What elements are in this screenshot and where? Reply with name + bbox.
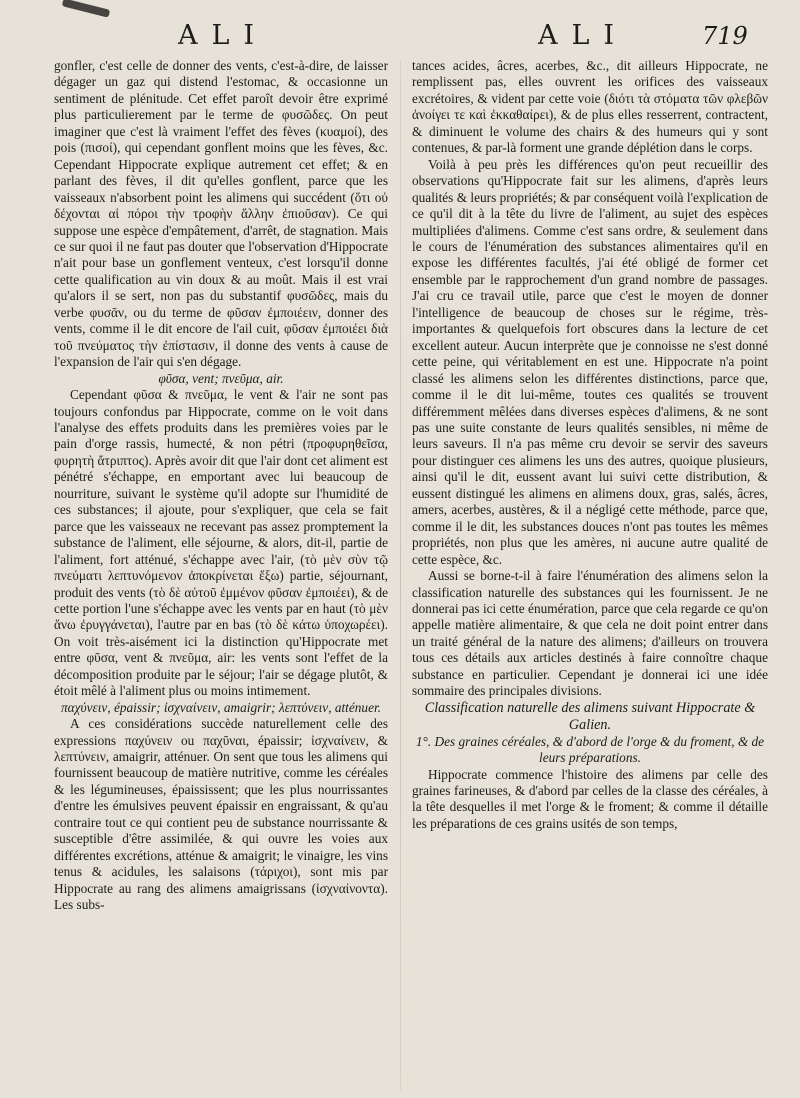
- column-gutter: [400, 60, 401, 1090]
- header-right-title: ALI: [538, 20, 629, 51]
- right-column: [412, 58, 768, 832]
- paragraph: gonfler, c'est celle de donner des vents, c'est-à-dire, de laisser dégager un gaz qui distend l'estomac, & occasionne un sentiment de plénitude. Cet effet paroît devoir être exprimé plus particulierement par le terme de φυσῶδες. On peut imaginer que c'est là vraiment l'effet des fèves (κυαμοί), des pois (πισοί), qui cependant gonflent moins que les fèves, &c. Cependant Hippocrate explique autrement cet effet; & en parlant des fèves, il dit qu'elles gonflent, parce que les vaisseaux n'absorbent point les alimens qui succédent (ὅτι οὐ δέχονται αἱ πόροι τὴν τροφὴν ἄλλην ἐπιοῦσαν). Ce qui suppose une espèce d'empâtement, d'arrêt, de stagnation. Mais ce sur quoi il ne faut pas douter que l'observation d'Hippocrate n'ait pour base un gonflement venteux, c'est lorsqu'il donne cette qualification au vin doux & au moût. Mais il est vrai qu'alors il se sert, non pas du substantif φυσῶδες, mais du verbe φυσᾶν, ou du terme de φῦσαν ἐμποιέειν, donner des vents, comme il le dit encore de l'ail cuit, φῦσαν ἐμποιέει διὰ τοῦ πνεύματος τὴν ἐπίστασιν, il donne des vents à cause de l'expansion de l'air qui s'en dégage.: [54, 58, 388, 370]
- section-heading: Classification naturelle des alimens suivant Hippocrate & Galien.: [424, 699, 756, 733]
- paragraph: Voilà à peu près les différences qu'on peut recueillir des observations qu'Hippocrate fait sur les alimens, d'après leurs qualités & leurs propriétés; & par conséquent voilà l'explication de ce qu'il dit à la tête du livre de l'aliment, au sujet des espèces multipliées d'alimens. Comme c'est sans ordre, & seulement dans le cours de l'énumération des substances alimentaires qu'il en expose les différentes facultés, j'ai été obligé de former cet ensemble par le rapprochement d'un grand nombre de passages. J'ai cru ce travail utile, parce que c'est le moyen de donner l'intelligence de beaucoup de choses sur le régime, très-importantes & quelquefois fort obscures dans la lecture de cet excellent auteur. Aucun interprète que je connoisse ne s'est donné cette peine, qui véritablement en est une. Hippocrate n'a point classé les alimens selon les différentes distinctions, parce que, comme il le dit lui-même, toutes ces qualités se trouvent différemment mêlées dans diverses espèces d'alimens, & ne sont pas une suite constante de leurs qualités sensibles, ni même de leurs saveurs. Il n'a pas même cru devoir se servir des saveurs pour distinguer ces alimens les uns des autres, quoique plusieurs, ainsi qu'il le dit, eussent avant lui suivi cette distribution, & eussent distingué les alimens en alimens doux, gras, salés, âcres, amers, acerbes, austères, & il a négligé cette méthode, parce que, comme il le dit, les substances douces n'ont pas toutes les mêmes propriétés, non plus que les amères, ni aucune autre qualité de cette espèce, &c.: [412, 156, 768, 567]
- page-number: 719: [702, 22, 748, 50]
- header-left-title: ALI: [178, 20, 269, 51]
- paragraph: tances acides, âcres, acerbes, &c., dit ailleurs Hippocrate, ne remplissent pas, elles ouvrent les orifices des vaisseaux excrétoires, & vident par cette voie (διότι τὰ στόματα τῶν φλεβῶν ἀνοίγει τε καὶ ἐκκαθαίρει), & de plus elles resserrent, contractent, & diminuent le volume des chairs & des humeurs qui y sont contenues, & par-là forment une grande déplétion dans le corps.: [412, 58, 768, 156]
- left-column: [54, 58, 388, 914]
- paragraph: A ces considérations succède naturellement celle des expressions παχύνειν ou παχῦναι, épaissir; ἰσχναίνειν, & λεπτύνειν, amaigrir, atténuer. On sent que tous les alimens qui fournissent beaucoup de matière nutritive, comme les céréales & les légumineuses, épaississent; que les plus nourrissantes d'entre les émulsives peuvent épaissir en engraissant, & qu'au contraire tout ce qui contient peu de substance nourrissante & susceptible d'être assimilée, & qui ouvre les voies aux différentes excrétions, atténue & amaigrit; le vinaigre, les vins tenus & acidules, les salaisons (τάριχοι), sont mis par Hippocrate au rang des alimens amaigrissans (ἰσχναίνοντα). Les subs-: [54, 716, 388, 913]
- paragraph: Hippocrate commence l'histoire des alimens par celle des graines farineuses, & d'abord par celles de la classe des céréales, à la tête desquelles il met l'orge & le froment; & comme il détaille les préparations de ces grains usités de son temps,: [412, 766, 768, 831]
- subsection-heading: 1°. Des graines céréales, & d'abord de l'orge & du froment, & de leurs préparations.: [415, 733, 765, 766]
- ink-smudge: [62, 0, 111, 18]
- paragraph: Aussi se borne-t-il à faire l'énumération des alimens selon la classification naturelle des substances qui les fournissent. Je ne donnerai pas ici cette énumération, parce que cela regarde ce qu'on appelle matière alimentaire, & que cela ne doit point entrer dans un traité général de la nature des alimens; d'ailleurs on trouvera tous ces détails aux articles destinés à faire connoître chaque substance en particulier. Cependant je donnerai ici une idée sommaire des principales divisions.: [412, 568, 768, 699]
- gloss-line: φῦσα, vent; πνεῦμα, air.: [158, 370, 284, 386]
- running-header: [0, 18, 800, 54]
- gloss-line: παχύνειν, épaissir; ἰσχναίνειν, amaigrir; λεπτύνειν, atténuer.: [60, 699, 381, 715]
- paragraph: Cependant φῦσα & πνεῦμα, le vent & l'air ne sont pas toujours confondus par Hippocrate, comme on le voit dans l'analyse des effets produits dans les premières voies par le pain d'orge rassis, humecté, & non pétri (προφυρηθεῖσα, φυρητὴ ἄτριπτος). Après avoir dit que l'air dont cet aliment est pénétré s'échappe, en emportant avec lui beaucoup de nourriture, suivant le système qu'il adopte sur l'humidité de ces substances; il ajoute, pour s'expliquer, que cela se fait parce que les vaisseaux ne recevant pas assez promptement la substance de l'aliment, elle séjourne, & alors, dit-il, partie de l'aliment, fort atténué, s'échappe avec l'air, (τὸ μὲν σὺν τῷ πνεύματι λεπτυνόμενον ἀποκρίνεται ἔξω) partie, séjournant, produit des vents (τὸ δὲ αὐτοῦ ἐμμένον φῦσαν ἐμποιέει), & de cette portion l'une s'échappe avec les vents par en haut (τὸ μὲν ἄνω ἐρυγγάνεται), l'autre par en bas (τὸ δὲ κάτω ὑποχωρέει). On voit très-aisément ici la distinction qu'Hippocrate met entre φῦσα, vent & πνεῦμα, air: les vents sont l'effet de la décomposition produite par le séjour; l'air se dégage plutôt, & étoit mêlé à l'aliment plus ou moins intimement.: [54, 387, 388, 699]
